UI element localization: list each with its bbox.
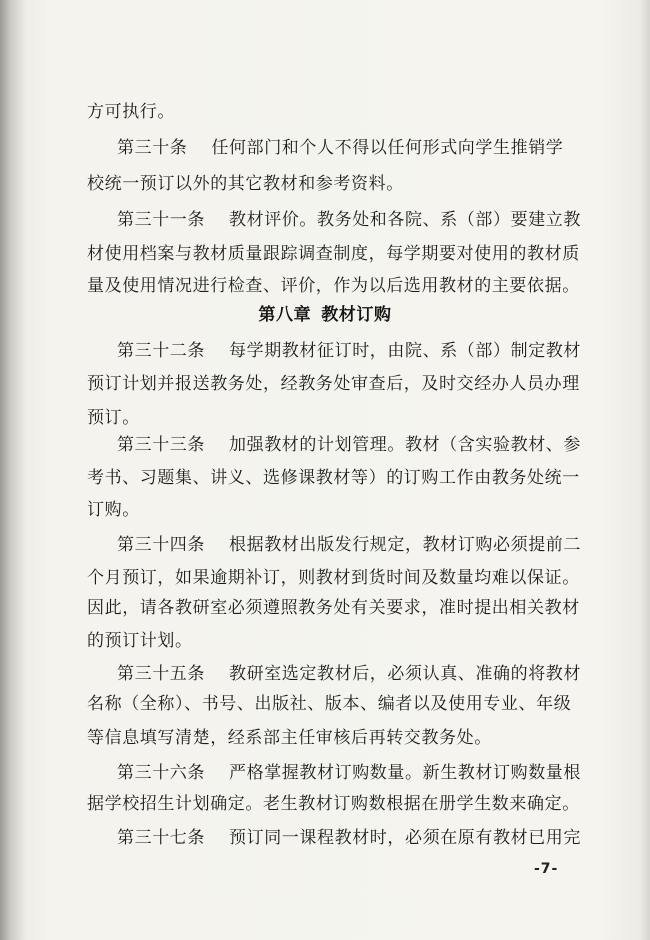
chapter-heading xyxy=(0,304,650,326)
article-36-number: 第三十六条 xyxy=(117,763,205,783)
article-35-line-3: 等信息填写清楚，经系部主任审核后再转交教务处。 xyxy=(87,728,492,748)
article-32-line-3: 预订。 xyxy=(87,408,140,428)
article-30-line-2: 校统一预订以外的其它教材和参考资料。 xyxy=(87,174,404,194)
article-31-text-1: 教材评价。教务处和各院、系（部）要建立教 xyxy=(229,210,581,230)
article-33-text-1: 加强教材的计划管理。教材（含实验教材、参 xyxy=(229,435,581,455)
chapter-number: 第八章 xyxy=(258,305,312,325)
article-36-line-1 xyxy=(117,762,581,784)
chapter-title: 教材订购 xyxy=(321,305,392,325)
article-31-line-1 xyxy=(117,209,581,231)
article-33-line-1 xyxy=(117,434,581,456)
article-32-text-1: 每学期教材征订时，由院、系（部）制定教材 xyxy=(229,341,581,361)
article-34-line-4: 的预订计划。 xyxy=(87,631,193,651)
article-30-line-1 xyxy=(117,137,577,159)
article-32-line-2: 预订计划并报送教务处，经教务处审查后，及时交经办人员办理 xyxy=(87,374,580,394)
article-34-line-3: 因此，请各教研室必须遵照教务处有关要求，准时提出相关教材 xyxy=(87,598,580,618)
article-35-line-1 xyxy=(117,663,581,685)
article-37-number: 第三十七条 xyxy=(117,828,205,848)
article-32-number: 第三十二条 xyxy=(117,341,205,361)
article-34-line-1 xyxy=(117,534,581,556)
article-31-number: 第三十一条 xyxy=(117,210,205,230)
continuation-line: 方可执行。 xyxy=(87,102,175,122)
article-34-text-1: 根据教材出版发行规定，教材订购必须提前二 xyxy=(229,535,581,555)
article-31-line-3: 量及使用情况进行检查、评价，作为以后选用教材的主要依据。 xyxy=(87,276,580,296)
article-34-line-2: 个月预订，如果逾期补订，则教材到货时间及数量均难以保证。 xyxy=(87,568,580,588)
article-30-number: 第三十条 xyxy=(117,138,188,158)
article-35-number: 第三十五条 xyxy=(117,664,205,684)
article-34-number: 第三十四条 xyxy=(117,535,205,555)
article-33-line-3: 订购。 xyxy=(87,500,140,520)
article-35-text-1: 教研室选定教材后，必须认真、准确的将教材 xyxy=(229,664,581,684)
article-30-text-1: 任何部门和个人不得以任何形式向学生推销学 xyxy=(211,138,564,158)
article-36-text-1: 严格掌握教材订购数量。新生教材订购数量根 xyxy=(229,763,581,783)
article-33-line-2: 考书、习题集、讲义、选修课教材等）的订购工作由教务处统一 xyxy=(87,468,580,488)
article-36-line-2: 据学校招生计划确定。老生教材订购数根据在册学生数来确定。 xyxy=(87,794,580,814)
article-37-line-1 xyxy=(117,827,581,849)
page-number: -7- xyxy=(534,861,559,877)
article-37-text-1: 预订同一课程教材时，必须在原有教材已用完 xyxy=(229,828,581,848)
article-35-line-2: 名称（全称）、书号、出版社、版本、编者以及使用专业、年级 xyxy=(87,694,572,714)
article-33-number: 第三十三条 xyxy=(117,435,205,455)
article-32-line-1 xyxy=(117,340,581,362)
article-31-line-2: 材使用档案与教材质量跟踪调查制度，每学期要对使用的教材质 xyxy=(87,244,580,264)
